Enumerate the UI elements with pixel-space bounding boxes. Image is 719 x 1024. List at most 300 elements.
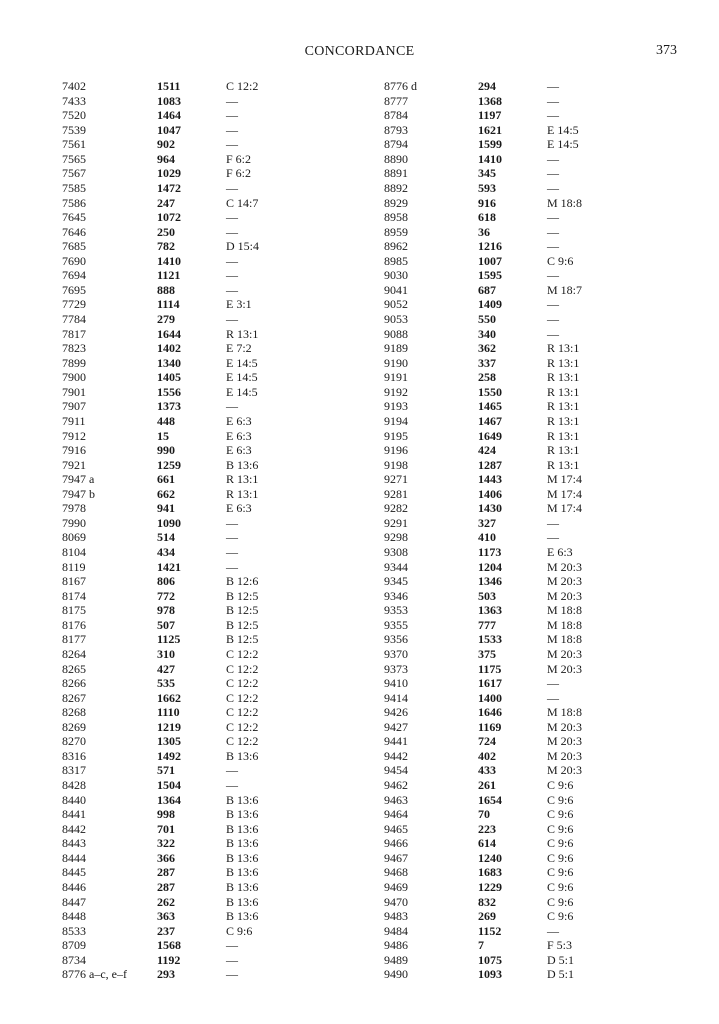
source-number: 9467: [384, 850, 408, 865]
source-number: 8959: [384, 224, 408, 239]
catalog-number: 1029: [157, 166, 181, 181]
reference: —: [547, 297, 559, 312]
source-number: 9345: [384, 574, 408, 589]
source-number: 9344: [384, 559, 408, 574]
reference: —: [226, 268, 238, 283]
source-number: 7694: [62, 268, 86, 283]
reference: M 20:3: [547, 574, 583, 589]
reference: —: [547, 530, 559, 545]
reference: B 13:6: [226, 865, 259, 880]
reference: E 6:3: [226, 443, 252, 458]
source-number: 8174: [62, 588, 86, 603]
catalog-number: 978: [157, 603, 175, 618]
catalog-number: 1093: [478, 967, 502, 982]
catalog-number: 1287: [478, 457, 502, 472]
catalog-number: 1083: [157, 93, 181, 108]
catalog-number: 1173: [478, 545, 502, 559]
page-number: 373: [656, 43, 677, 58]
catalog-number: 310: [157, 646, 175, 661]
source-number: 8794: [384, 137, 408, 152]
catalog-number: 507: [157, 617, 175, 632]
catalog-number: 1259: [157, 457, 181, 472]
reference: R 13:1: [226, 486, 259, 501]
catalog-number: 1568: [157, 938, 181, 953]
reference: B 13:6: [226, 909, 259, 924]
source-number: 8777: [384, 93, 408, 108]
catalog-number: 1409: [478, 297, 502, 312]
source-number: 8119: [62, 559, 86, 574]
catalog-number: 375: [478, 646, 496, 661]
source-number: 8784: [384, 108, 408, 123]
catalog-number: 777: [478, 617, 496, 632]
source-number: 8440: [62, 792, 86, 807]
catalog-number: 327: [478, 515, 496, 530]
catalog-number: 1421: [157, 559, 181, 574]
reference: C 12:2: [226, 79, 259, 93]
source-number: 8891: [384, 166, 408, 181]
source-number: 7990: [62, 515, 86, 530]
reference: —: [226, 282, 238, 297]
source-number: 8443: [62, 836, 86, 851]
reference: —: [226, 180, 238, 195]
reference: —: [226, 399, 238, 414]
reference: E 3:1: [226, 297, 252, 312]
reference: R 13:1: [547, 428, 580, 443]
catalog-number: 514: [157, 530, 175, 545]
catalog-number: 247: [157, 195, 175, 210]
catalog-number: 1090: [157, 515, 181, 530]
reference: R 13:1: [226, 472, 259, 487]
catalog-number: 661: [157, 472, 175, 487]
catalog-number: 1405: [157, 370, 181, 385]
catalog-number: 434: [157, 545, 175, 559]
reference: M 20:3: [547, 748, 583, 763]
source-number: 9353: [384, 603, 408, 618]
reference: R 13:1: [547, 341, 580, 356]
catalog-number: 258: [478, 370, 496, 385]
catalog-number: 1492: [157, 748, 181, 763]
source-number: 7947 b: [62, 486, 95, 501]
source-number: 9463: [384, 792, 408, 807]
source-number: 9196: [384, 443, 408, 458]
reference: C 9:6: [547, 821, 574, 836]
source-number: 8444: [62, 850, 86, 865]
reference: —: [547, 923, 559, 938]
source-number: 9346: [384, 588, 408, 603]
reference: M 20:3: [547, 588, 583, 603]
source-number: 9192: [384, 384, 408, 399]
catalog-number: 1504: [157, 778, 181, 792]
source-number: 7901: [62, 384, 86, 399]
source-number: 7586: [62, 195, 86, 210]
reference: M 17:4: [547, 472, 583, 487]
catalog-number: 618: [478, 210, 496, 225]
reference: —: [547, 268, 559, 283]
reference: B 13:6: [226, 850, 259, 865]
source-number: 7539: [62, 122, 86, 137]
source-number: 8776 a–c, e–f: [62, 967, 127, 982]
source-number: 8793: [384, 122, 408, 137]
page-title: CONCORDANCE: [304, 44, 415, 59]
catalog-number: 1373: [157, 399, 181, 414]
source-number: 7695: [62, 282, 86, 297]
reference: C 9:6: [226, 923, 253, 938]
reference: E 14:5: [547, 122, 579, 137]
source-number: 8317: [62, 763, 86, 778]
source-number: 9370: [384, 646, 408, 661]
reference: —: [226, 312, 238, 326]
source-number: 8177: [62, 632, 86, 647]
reference: E 14:5: [226, 355, 258, 370]
source-number: 8445: [62, 865, 86, 880]
source-number: 7585: [62, 180, 86, 195]
reference: —: [226, 515, 238, 530]
catalog-number: 362: [478, 341, 496, 356]
source-number: 7690: [62, 253, 86, 268]
reference: M 17:4: [547, 486, 583, 501]
catalog-number: 916: [478, 195, 496, 210]
catalog-number: 1646: [478, 705, 502, 720]
source-number: 7402: [62, 79, 86, 93]
catalog-number: 293: [157, 967, 175, 982]
reference: M 20:3: [547, 646, 583, 661]
reference: E 6:3: [226, 413, 252, 428]
catalog-number: 902: [157, 137, 175, 152]
catalog-number: 1072: [157, 210, 181, 225]
catalog-number: 1114: [157, 297, 180, 312]
source-number: 9426: [384, 705, 408, 720]
source-number: 9442: [384, 748, 408, 763]
reference: —: [547, 108, 559, 123]
catalog-number: 1240: [478, 850, 502, 865]
source-number: 7565: [62, 151, 86, 166]
source-number: 7911: [62, 413, 86, 428]
source-number: 8890: [384, 151, 408, 166]
reference: —: [547, 93, 559, 108]
reference: E 6:3: [547, 545, 573, 559]
catalog-number: 1465: [478, 399, 502, 414]
catalog-number: 1192: [157, 952, 181, 967]
catalog-number: 70: [478, 807, 490, 822]
source-number: 9454: [384, 763, 408, 778]
catalog-number: 614: [478, 836, 496, 851]
catalog-number: 1346: [478, 574, 502, 589]
catalog-number: 1075: [478, 952, 502, 967]
reference: B 12:5: [226, 588, 259, 603]
catalog-number: 366: [157, 850, 175, 865]
catalog-number: 1402: [157, 341, 181, 356]
source-number: 7646: [62, 224, 86, 239]
catalog-number: 1595: [478, 268, 502, 283]
catalog-number: 1430: [478, 501, 502, 516]
catalog-number: 287: [157, 865, 175, 880]
reference: B 13:6: [226, 894, 259, 909]
source-number: 9282: [384, 501, 408, 516]
reference: C 12:2: [226, 646, 259, 661]
reference: —: [226, 253, 238, 268]
catalog-number: 1216: [478, 239, 502, 254]
reference: C 9:6: [547, 807, 574, 822]
catalog-number: 337: [478, 355, 496, 370]
catalog-number: 1364: [157, 792, 181, 807]
source-number: 7784: [62, 312, 86, 326]
reference: M 18:8: [547, 603, 583, 618]
source-number: 9193: [384, 399, 408, 414]
reference: C 9:6: [547, 850, 574, 865]
reference: B 13:6: [226, 807, 259, 822]
source-number: 8266: [62, 676, 86, 691]
reference: B 13:6: [226, 836, 259, 851]
reference: —: [226, 545, 238, 559]
source-number: 7900: [62, 370, 86, 385]
catalog-number: 1125: [157, 632, 181, 647]
catalog-number: 1644: [157, 326, 181, 341]
reference: R 13:1: [547, 443, 580, 458]
source-number: 7912: [62, 428, 86, 443]
source-number: 8270: [62, 734, 86, 749]
source-number: 8441: [62, 807, 86, 822]
source-number: 8958: [384, 210, 408, 225]
source-number: 9195: [384, 428, 408, 443]
source-number: 9468: [384, 865, 408, 880]
reference: R 13:1: [226, 326, 259, 341]
catalog-number: 1467: [478, 413, 502, 428]
reference: B 12:5: [226, 603, 259, 618]
source-number: 9466: [384, 836, 408, 851]
catalog-number: 687: [478, 282, 496, 297]
reference: C 14:7: [226, 195, 259, 210]
source-number: 9464: [384, 807, 408, 822]
source-number: 9462: [384, 778, 408, 792]
reference: —: [226, 530, 238, 545]
reference: B 13:6: [226, 879, 259, 894]
reference: —: [226, 93, 238, 108]
reference: R 13:1: [547, 370, 580, 385]
reference: M 18:8: [547, 632, 583, 647]
catalog-number: 250: [157, 224, 175, 239]
catalog-number: 1152: [478, 923, 502, 938]
source-number: 8442: [62, 821, 86, 836]
catalog-number: 287: [157, 879, 175, 894]
source-number: 8985: [384, 253, 408, 268]
source-number: 8448: [62, 909, 86, 924]
reference: —: [226, 210, 238, 225]
catalog-number: 662: [157, 486, 175, 501]
catalog-number: 340: [478, 326, 496, 341]
reference: M 17:4: [547, 501, 583, 516]
source-number: 9486: [384, 938, 408, 953]
source-number: 9441: [384, 734, 408, 749]
reference: M 18:8: [547, 705, 583, 720]
catalog-number: 427: [157, 661, 175, 676]
reference: C 9:6: [547, 253, 574, 268]
source-number: 9469: [384, 879, 408, 894]
catalog-number: 832: [478, 894, 496, 909]
catalog-number: 1649: [478, 428, 502, 443]
source-number: 8428: [62, 778, 86, 792]
source-number: 9355: [384, 617, 408, 632]
reference: —: [547, 515, 559, 530]
catalog-number: 433: [478, 763, 496, 778]
reference: C 12:2: [226, 719, 259, 734]
catalog-number: 294: [478, 79, 496, 93]
reference: —: [226, 763, 238, 778]
catalog-number: 237: [157, 923, 175, 938]
reference: —: [226, 952, 238, 967]
reference: —: [226, 108, 238, 123]
catalog-number: 941: [157, 501, 175, 516]
catalog-number: 1400: [478, 690, 502, 705]
reference: R 13:1: [547, 399, 580, 414]
catalog-number: 1662: [157, 690, 181, 705]
reference: D 15:4: [226, 239, 259, 254]
source-number: 7561: [62, 137, 86, 152]
reference: —: [226, 224, 238, 239]
catalog-number: 363: [157, 909, 175, 924]
catalog-number: 1406: [478, 486, 502, 501]
catalog-number: 998: [157, 807, 175, 822]
reference: M 18:8: [547, 617, 583, 632]
catalog-number: 503: [478, 588, 496, 603]
catalog-number: 1654: [478, 792, 502, 807]
catalog-number: 1169: [478, 719, 502, 734]
source-number: 9489: [384, 952, 408, 967]
reference: B 13:6: [226, 748, 259, 763]
catalog-number: 1599: [478, 137, 502, 152]
reference: —: [547, 151, 559, 166]
source-number: 9414: [384, 690, 408, 705]
catalog-number: 964: [157, 151, 175, 166]
source-number: 8264: [62, 646, 86, 661]
catalog-number: 1511: [157, 79, 181, 93]
catalog-number: 888: [157, 282, 175, 297]
catalog-number: 1204: [478, 559, 502, 574]
source-number: 9281: [384, 486, 408, 501]
catalog-number: 1197: [478, 108, 502, 123]
reference: —: [547, 79, 559, 93]
source-number: 9198: [384, 457, 408, 472]
reference: M 18:7: [547, 282, 583, 297]
source-number: 9189: [384, 341, 408, 356]
source-number: 8446: [62, 879, 86, 894]
reference: R 13:1: [547, 384, 580, 399]
catalog-number: 1621: [478, 122, 502, 137]
source-number: 9373: [384, 661, 408, 676]
reference: E 14:5: [226, 384, 258, 399]
catalog-number: 1305: [157, 734, 181, 749]
reference: —: [226, 967, 238, 982]
source-number: 7729: [62, 297, 86, 312]
source-number: 7907: [62, 399, 86, 414]
catalog-number: 1047: [157, 122, 181, 137]
reference: —: [547, 312, 559, 326]
reference: E 14:5: [547, 137, 579, 152]
catalog-number: 1533: [478, 632, 502, 647]
catalog-number: 1110: [157, 705, 180, 720]
source-number: 9308: [384, 545, 408, 559]
reference: C 9:6: [547, 836, 574, 851]
catalog-number: 261: [478, 778, 496, 792]
reference: B 13:6: [226, 792, 259, 807]
catalog-number: 7: [478, 938, 484, 953]
reference: B 12:5: [226, 617, 259, 632]
reference: —: [226, 559, 238, 574]
reference: C 9:6: [547, 894, 574, 909]
reference: E 14:5: [226, 370, 258, 385]
reference: C 12:2: [226, 705, 259, 720]
reference: F 6:2: [226, 151, 252, 166]
reference: —: [226, 938, 238, 953]
source-number: 9490: [384, 967, 408, 982]
reference: —: [547, 690, 559, 705]
source-number: 7520: [62, 108, 86, 123]
catalog-number: 1550: [478, 384, 502, 399]
source-number: 8269: [62, 719, 86, 734]
source-number: 7978: [62, 501, 86, 516]
source-number: 7645: [62, 210, 86, 225]
source-number: 9427: [384, 719, 408, 734]
reference: —: [226, 778, 238, 792]
source-number: 9356: [384, 632, 408, 647]
reference: —: [547, 180, 559, 195]
catalog-number: 724: [478, 734, 496, 749]
catalog-number: 424: [478, 443, 496, 458]
reference: F 5:3: [547, 938, 573, 953]
catalog-number: 1229: [478, 879, 502, 894]
source-number: 9194: [384, 413, 408, 428]
catalog-number: 1443: [478, 472, 502, 487]
reference: —: [547, 326, 559, 341]
catalog-number: 990: [157, 443, 175, 458]
source-number: 8962: [384, 239, 408, 254]
source-number: 8104: [62, 545, 86, 559]
reference: B 12:6: [226, 574, 259, 589]
reference: B 13:6: [226, 457, 259, 472]
reference: C 9:6: [547, 792, 574, 807]
source-number: 9483: [384, 909, 408, 924]
source-number: 9030: [384, 268, 408, 283]
catalog-number: 806: [157, 574, 175, 589]
catalog-number: 36: [478, 224, 490, 239]
reference: —: [226, 122, 238, 137]
catalog-number: 535: [157, 676, 175, 691]
source-number: 9041: [384, 282, 408, 297]
reference: —: [226, 137, 238, 152]
catalog-number: 1617: [478, 676, 502, 691]
catalog-number: 1121: [157, 268, 181, 283]
reference: E 7:2: [226, 341, 252, 356]
catalog-number: 262: [157, 894, 175, 909]
source-number: 9465: [384, 821, 408, 836]
catalog-number: 448: [157, 413, 175, 428]
source-number: 9470: [384, 894, 408, 909]
reference: B 12:5: [226, 632, 259, 647]
source-number: 7823: [62, 341, 86, 356]
catalog-number: 772: [157, 588, 175, 603]
source-number: 9052: [384, 297, 408, 312]
catalog-number: 410: [478, 530, 496, 545]
reference: C 9:6: [547, 865, 574, 880]
source-number: 8167: [62, 574, 86, 589]
source-number: 8892: [384, 180, 408, 195]
source-number: 9298: [384, 530, 408, 545]
catalog-number: 1007: [478, 253, 502, 268]
source-number: 8447: [62, 894, 86, 909]
catalog-number: 402: [478, 748, 496, 763]
reference: —: [547, 239, 559, 254]
reference: —: [547, 166, 559, 181]
reference: —: [547, 210, 559, 225]
